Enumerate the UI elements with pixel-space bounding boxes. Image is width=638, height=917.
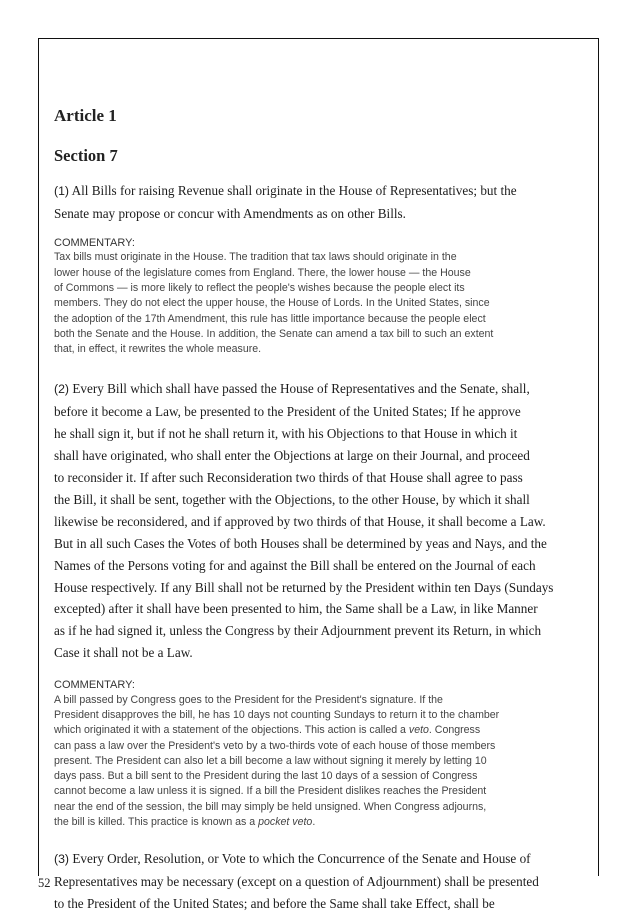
term-veto: veto xyxy=(408,724,429,737)
clause-2 xyxy=(54,378,588,664)
commentary-label: COMMENTARY: xyxy=(54,236,135,249)
clause-text: All Bills for raising Revenue shall originate in the House of Representatives; but the Senate may propose or concur with Amendments as on other Bills. xyxy=(54,183,517,221)
clause-number: (1) xyxy=(54,184,70,198)
clause-text: Every Order, Resolution, or Vote to which the Concurrence of the Senate and House of Representatives may be necessary (except on a question of Adjournment) shall be presented to the President of the United States; and before the Same shall take Effect, shall be xyxy=(54,851,539,912)
clause-text: Every Bill which shall have passed the House of Representatives and the Senate, shall, before it become a Law, be presented to the President of the United States; If he approve he shall sign it, but if not he shall return it, with his Objections to that House in which it shall have originated, who shall enter the Objections at large on their Journal, and proceed to reconsider it. If after such Reconsideration two thirds of that House shall agree to pass the Bill, it shall be sent, together with the Objections, to the other House, by which it shall likewise be reconsidered, and if approved by two thirds of that House, it shall become a Law. But in all such Cases the Votes of both Houses shall be determined by yeas and Nays, and the Names of the Persons voting for and against the Bill shall be entered on the Journal of each House respectively. If any Bill shall not be returned by the President within ten Days (Sundays excepted) after it shall have been presented to him, the Same shall be a Law, in like Manner as if he had signed it, unless the Congress by their Adjournment prevent its Return, in which Case it shall not be a Law. xyxy=(54,381,554,661)
page-content xyxy=(54,106,588,915)
clause-number: (2) xyxy=(54,382,70,397)
commentary-segment: . Congress can pass a law over the President's veto by a two-thirds vote of each house of those members present. The President can also let a bill become a law without signing it merely by letting 10 days pass. But a bill sent to the President during the last 10 days of a session of Congress cannot become a law unless it is signed. If a bill the President dislikes reaches the President near the end of the session, the bill may simply be held unsigned. When Congress adjourns, the bill is killed. This practice is known as a xyxy=(54,724,496,829)
section-heading: Section 7 xyxy=(54,146,118,165)
page-number: 52 xyxy=(38,876,51,890)
clause-3 xyxy=(54,848,588,915)
clause-number: (3) xyxy=(54,852,70,867)
term-pocket-veto: pocket veto xyxy=(258,816,313,829)
article-heading: Article 1 xyxy=(54,106,117,125)
commentary-segment: . xyxy=(312,816,316,829)
commentary-text: Tax bills must originate in the House. The tradition that tax laws should originate in the lower house of the legislature comes from England. There, the lower house — the House of Commons — is more likely to reflect the people's wishes because the people elect its members. They do not elect the upper house, the House of Lords. In the United States, since the adoption of the 17th Amendment, this rule has little importance because the people elect both the Senate and the House. In addition, the Senate can amend a tax bill to such an extent that, in effect, it rewrites the whole measure. xyxy=(54,251,494,356)
commentary-text xyxy=(54,693,588,831)
commentary-segment: A bill passed by Congress goes to the President for the President's signature. If the President disapproves the bill, he has 10 days not counting Sundays to return it to the chamber which originated it with a statement of the objections. This action is called a xyxy=(54,693,500,737)
clause-1 xyxy=(54,180,588,225)
commentary-label: COMMENTARY: xyxy=(54,679,135,692)
